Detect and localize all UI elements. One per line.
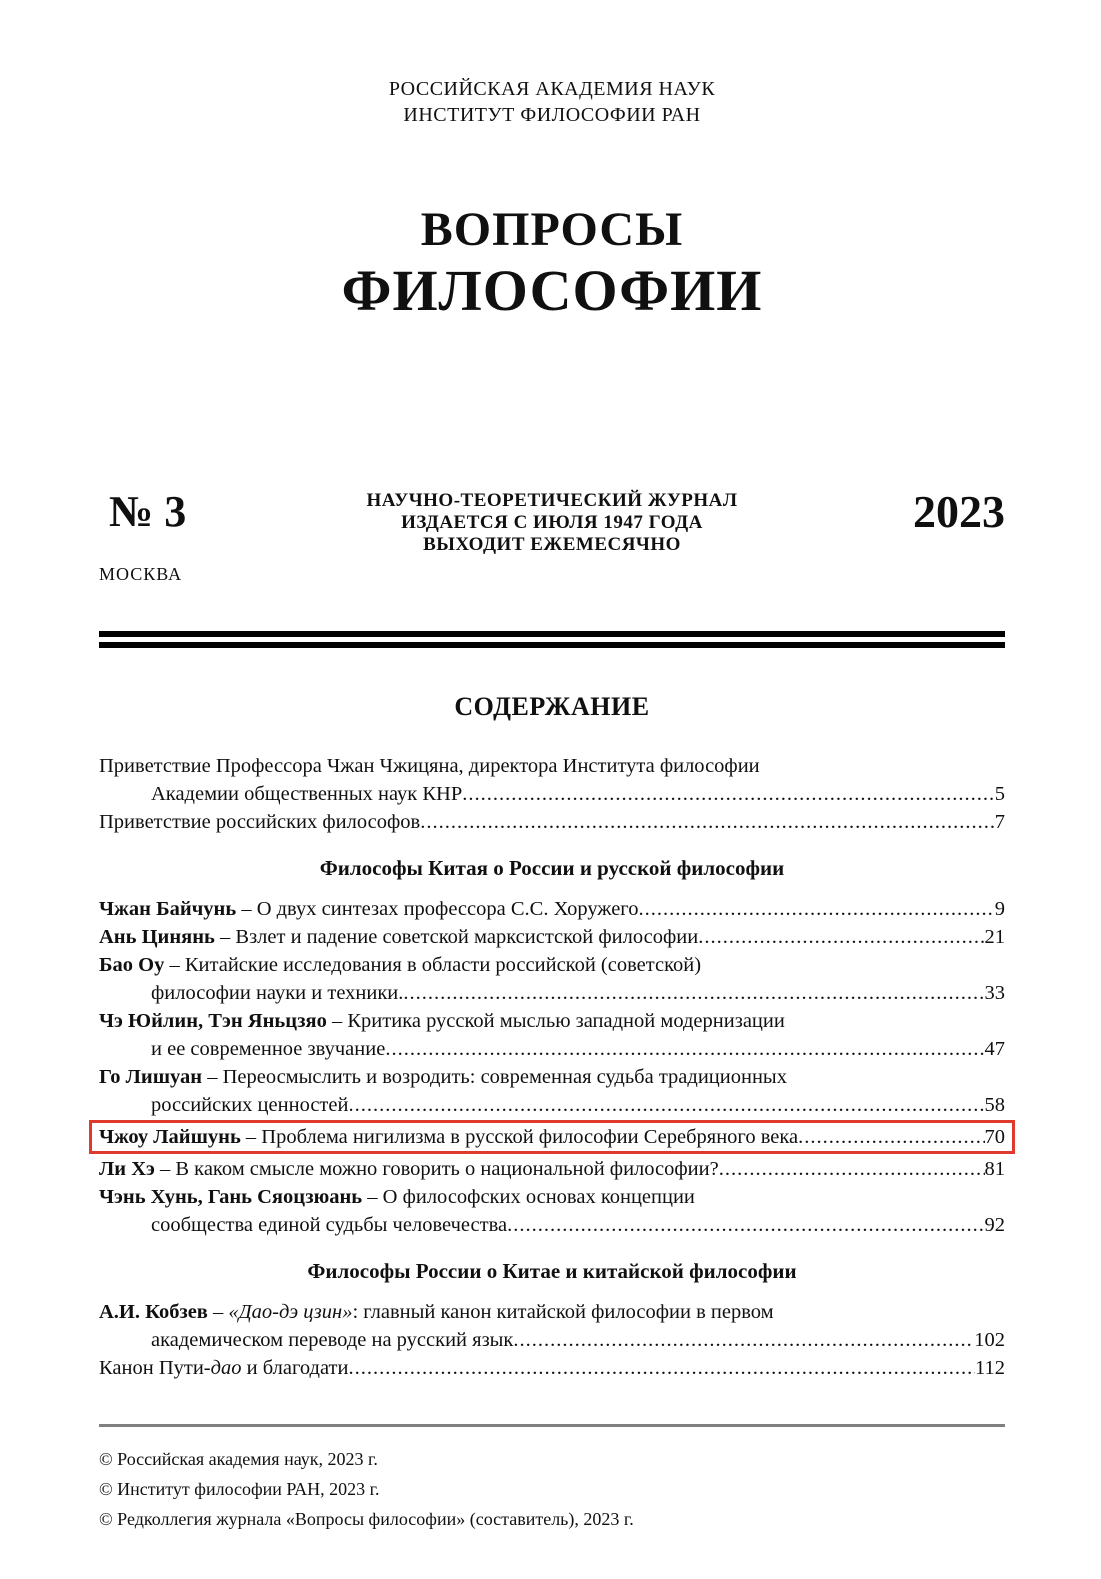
issue-year: 2023 [913, 486, 1005, 537]
double-rule-divider [99, 631, 1005, 648]
page-number: 112 [975, 1357, 1005, 1379]
leader-dots [513, 1326, 974, 1354]
toc-entry-author: Ань Цинянь [99, 926, 215, 948]
leader-dots [403, 979, 984, 1007]
page-number: 92 [984, 1214, 1005, 1236]
toc-entry-title: – Взлет и падение советской марксистской философии [214, 926, 699, 948]
toc-entry [99, 951, 1005, 979]
toc-entry-text [99, 1155, 719, 1183]
toc-entry-text [99, 895, 638, 923]
page-number: 7 [994, 811, 1005, 833]
copyright-footer [99, 1424, 1005, 1534]
toc-entry [99, 752, 1005, 780]
toc-entry-continuation [99, 1035, 1005, 1063]
issue-description-line1: НАУЧНО-ТЕОРЕТИЧЕСКИЙ ЖУРНАЛ [366, 490, 738, 511]
toc-entry-title: : главный канон китайской философии в первом [352, 1301, 774, 1323]
toc-entry-text: Академии общественных наук КНР [151, 783, 463, 805]
table-of-contents [99, 752, 1005, 1382]
page-number: 33 [984, 982, 1005, 1004]
section-heading-russia-on-china: Философы России о Китае и китайской философии [307, 1259, 797, 1283]
toc-entry-text: и ее современное звучание [151, 1038, 386, 1060]
page-number: 81 [984, 1158, 1005, 1180]
issue-number: № 3 [109, 487, 187, 536]
toc-entry-text: российских ценностей [151, 1094, 349, 1116]
toc-entry-author: Чэ Юйлин, Тэн Яньцзяо [99, 1010, 327, 1032]
leader-dots [462, 780, 995, 808]
toc-entry-continuation [99, 1326, 1005, 1354]
org-line-academy: РОССИЙСКАЯ АКАДЕМИЯ НАУК [388, 78, 716, 100]
toc-entry-title: – Переосмыслить и возродить: современная судьба традиционных [202, 1066, 787, 1088]
toc-entry-italic-word: дао [210, 1357, 242, 1379]
issue-description-line2: ИЗДАЕТСЯ С ИЮЛЯ 1947 ГОДА [401, 512, 703, 533]
toc-entry-text [99, 923, 698, 951]
toc-entry-separator: – [207, 1301, 229, 1323]
toc-entry [99, 1007, 1005, 1035]
page-number: 70 [984, 1126, 1005, 1148]
leader-dots [348, 1091, 984, 1119]
leader-dots [385, 1035, 984, 1063]
toc-entry-highlighted [99, 1123, 1005, 1151]
toc-entry-text: Приветствие российских философов [99, 811, 421, 833]
toc-entry-author: Бао Оу [99, 954, 165, 976]
page-number: 21 [984, 926, 1005, 948]
toc-title: СОДЕРЖАНИЕ [454, 692, 650, 721]
toc-entry-continuation [99, 1091, 1005, 1119]
toc-entry-continuation [99, 1211, 1005, 1239]
toc-entry-title: – О философских основах концепции [362, 1186, 695, 1208]
toc-entry-text: академическом переводе на русский язык [151, 1329, 514, 1351]
toc-entry [99, 895, 1005, 923]
journal-title [99, 202, 1005, 324]
toc-entry-title: – Проблема нигилизма в русской философии Серебряного века [240, 1126, 799, 1148]
journal-title-line1: ВОПРОСЫ [420, 203, 684, 256]
section-heading-china-on-russia: Философы Китая о России и русской философии [319, 856, 785, 880]
toc-entry-post: и благодати [241, 1357, 349, 1379]
toc-entry [99, 1183, 1005, 1211]
toc-entry-text [99, 1123, 798, 1151]
page-number: 9 [994, 898, 1005, 920]
toc-entry-continuation [99, 780, 1005, 808]
page-number: 102 [974, 1329, 1005, 1351]
issue-city: МОСКВА [99, 564, 183, 584]
issue-left-block [99, 488, 284, 585]
toc-entry [99, 1063, 1005, 1091]
toc-entry-author: Ли Хэ [99, 1158, 155, 1180]
issue-description-line3: ВЫХОДИТ ЕЖЕМЕСЯЧНО [423, 534, 681, 555]
toc-entry-pre: Канон Пути- [99, 1357, 211, 1379]
leader-dots [638, 895, 994, 923]
toc-entry-title: – О двух синтезах профессора С.С. Хоружего [236, 898, 639, 920]
toc-entry-title: – Критика русской мыслью западной модернизации [326, 1010, 785, 1032]
toc-entry-text [99, 1354, 348, 1382]
page-number: 47 [984, 1038, 1005, 1060]
toc-entry [99, 923, 1005, 951]
copyright-line-ras: © Российская академия наук, 2023 г. [99, 1449, 378, 1469]
toc-entry [99, 1298, 1005, 1326]
org-header [99, 76, 1005, 128]
toc-entry [99, 1155, 1005, 1183]
journal-title-line2: ФИЛОСОФИИ [341, 258, 763, 323]
toc-entry-author: Чжоу Лайшунь [99, 1126, 241, 1148]
page-number: 5 [994, 783, 1005, 805]
leader-dots [798, 1123, 984, 1151]
leader-dots [698, 923, 984, 951]
copyright-line-editorial: © Редколлегия журнала «Вопросы философии» (составитель), 2023 г. [99, 1509, 634, 1529]
leader-dots [507, 1211, 984, 1239]
org-line-institute: ИНСТИТУТ ФИЛОСОФИИ РАН [403, 104, 701, 126]
toc-entry-author: Го Лишуан [99, 1066, 203, 1088]
footer-rule [99, 1424, 1005, 1427]
toc-entry-title: – В каком смысле можно говорить о национальной философии? [154, 1158, 719, 1180]
toc-entry-text: сообщества единой судьбы человечества [151, 1214, 508, 1236]
leader-dots [719, 1155, 985, 1183]
toc-entry-author: Чжан Байчунь [99, 898, 237, 920]
toc-entry [99, 808, 1005, 836]
copyright-line-institute: © Институт философии РАН, 2023 г. [99, 1479, 380, 1499]
leader-dots [348, 1354, 975, 1382]
toc-entry-author: Чэнь Хунь, Гань Сяоцзюань [99, 1186, 363, 1208]
toc-entry-title: – Китайские исследования в области российской (советской) [164, 954, 702, 976]
leader-dots [420, 808, 995, 836]
issue-description [284, 488, 820, 556]
page-number: 58 [984, 1094, 1005, 1116]
toc-entry-italic-title: «Дао-дэ цзин» [228, 1301, 353, 1323]
toc-entry-text: философии науки и техники. [151, 982, 404, 1004]
toc-entry-author: А.И. Кобзев [99, 1301, 208, 1323]
toc-entry [99, 1354, 1005, 1382]
toc-entry-continuation [99, 979, 1005, 1007]
toc-entry-text: Приветствие Профессора Чжан Чжицяна, директора Института философии [99, 755, 760, 777]
copyright-lines [99, 1444, 1005, 1534]
issue-info-row [99, 488, 1005, 585]
highlight-box [89, 1120, 1015, 1154]
